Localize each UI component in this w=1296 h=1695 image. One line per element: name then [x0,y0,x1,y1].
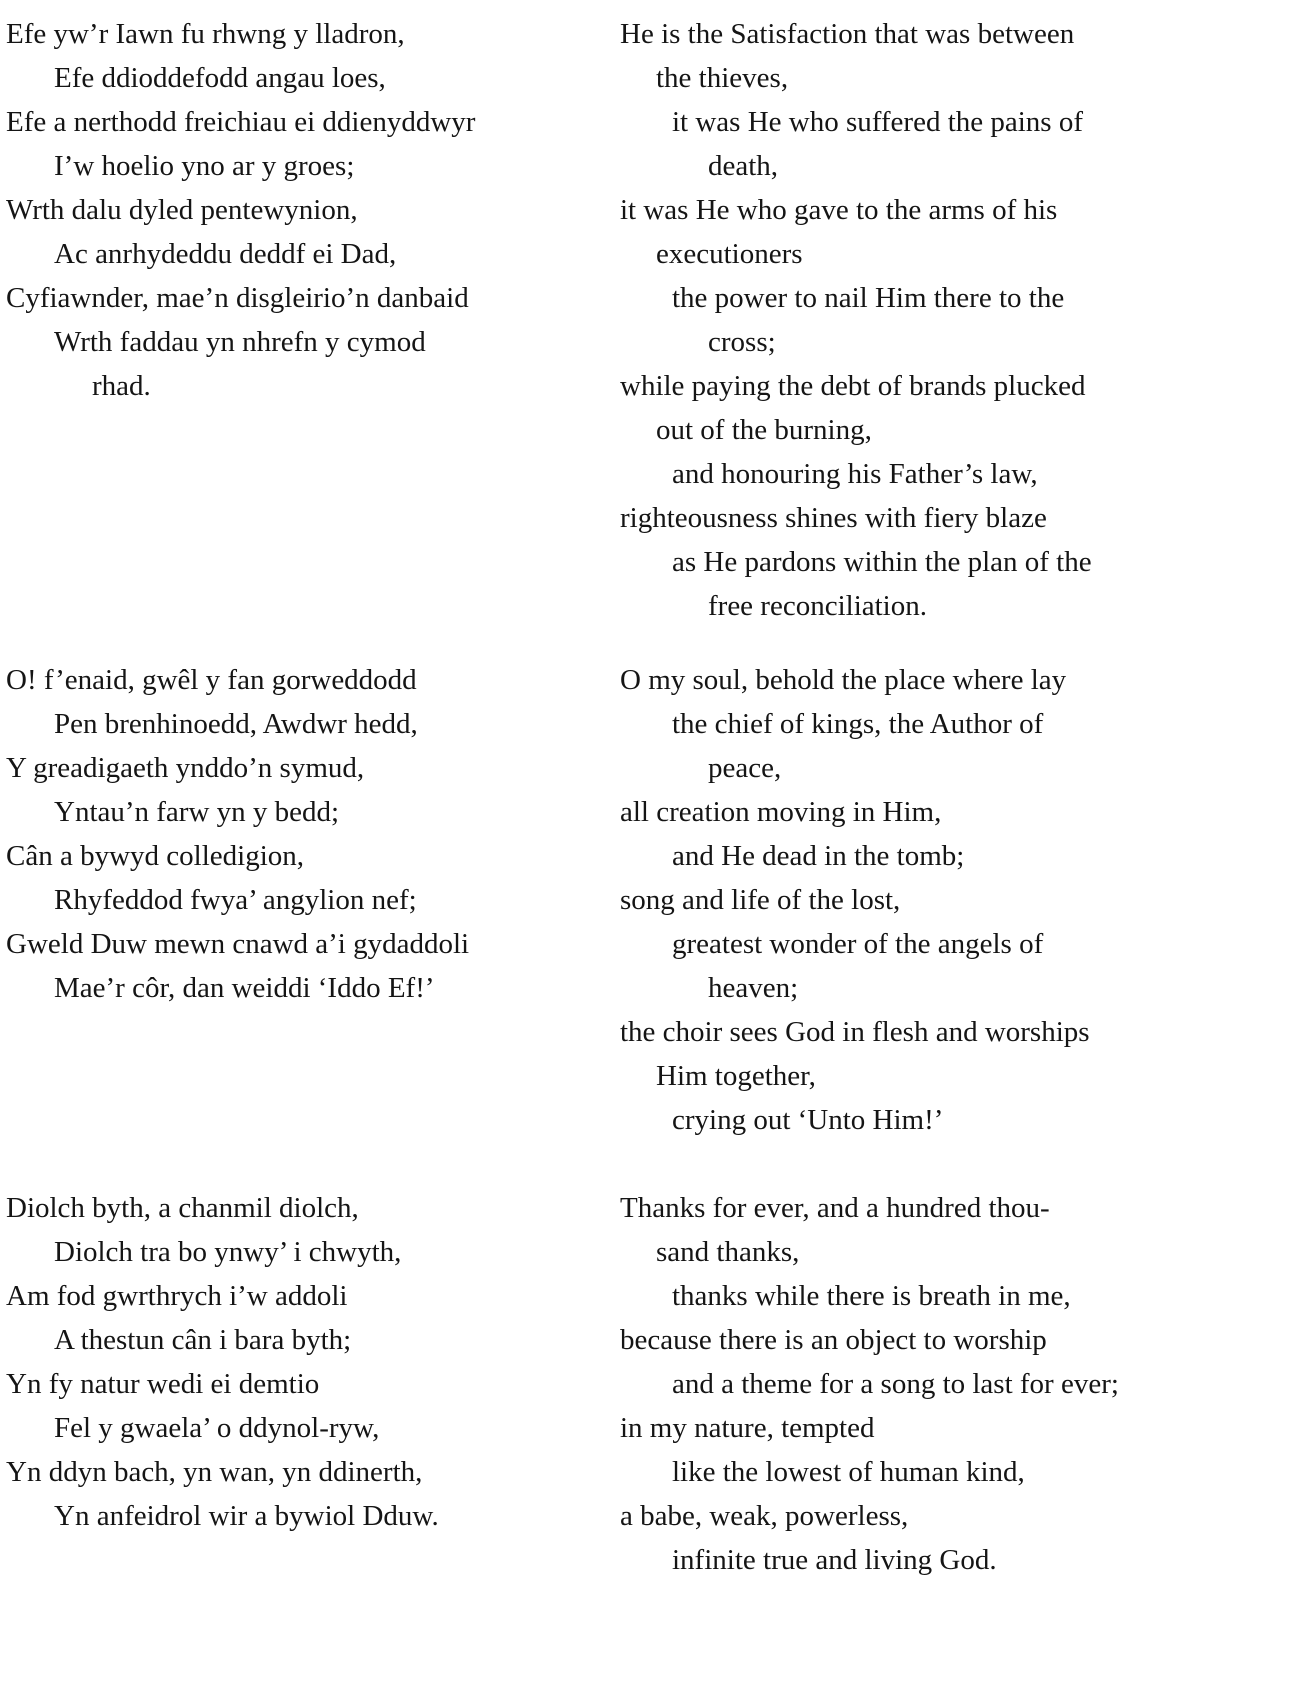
poem-line: Mae’r côr, dan weiddi ‘Iddo Ef!’ [54,972,435,1004]
poem-line: all creation moving in Him, [620,796,942,828]
poem-line: Diolch byth, a chanmil diolch, [6,1192,359,1224]
poem-line: heaven; [708,972,799,1004]
poem-line: Y greadigaeth ynddo’n symud, [6,752,365,784]
english-stanza-2 [620,658,1286,1142]
poem-line: Cyfiawnder, mae’n disgleirio’n danbaid [6,282,469,314]
poem-line: song and life of the lost, [620,884,901,916]
poem-line: Pen brenhinoedd, Awdwr hedd, [54,708,418,740]
poem-line: Yn fy natur wedi ei demtio [6,1368,320,1400]
poem-line: the thieves, [656,62,789,94]
poem-line: Wrth faddau yn nhrefn y cymod [54,326,426,358]
poem-line: A thestun cân i bara byth; [54,1324,352,1356]
poem-line: crying out ‘Unto Him!’ [672,1104,944,1136]
poem-line: Yn anfeidrol wir a bywiol Dduw. [54,1500,439,1532]
poem-line: He is the Satisfaction that was between [620,18,1075,50]
poem-line: O my soul, behold the place where lay [620,664,1067,696]
poem-line: because there is an object to worship [620,1324,1047,1356]
poem-line: O! f’enaid, gwêl y fan gorweddodd [6,664,417,696]
poem-line: Ac anrhydeddu deddf ei Dad, [54,238,397,270]
poem-line: the power to nail Him there to the [672,282,1065,314]
poem-line: Cân a bywyd colledigion, [6,840,305,872]
poem-line: thanks while there is breath in me, [672,1280,1071,1312]
poem-line: it was He who suffered the pains of [672,106,1083,138]
poem-line: Fel y gwaela’ o ddynol-ryw, [54,1412,380,1444]
poem-line: Efe ddioddefodd angau loes, [54,62,386,94]
english-stanza-1 [620,12,1286,628]
poem-line: peace, [708,752,782,784]
poem-line: death, [708,150,779,182]
poem-line: Wrth dalu dyled pentewynion, [6,194,358,226]
poem-line: while paying the debt of brands plucked [620,370,1086,402]
poem-line: as He pardons within the plan of the [672,546,1092,578]
poem-line: Rhyfeddod fwya’ angylion nef; [54,884,417,916]
poem-line: and honouring his Father’s law, [672,458,1038,490]
poem-line: the choir sees God in flesh and worships [620,1016,1090,1048]
english-stanza-3 [620,1186,1286,1582]
stanza-row-1 [6,12,1296,628]
poem-line: greatest wonder of the angels of [672,928,1044,960]
poem-line: cross; [708,326,776,358]
poem-line: Efe yw’r Iawn fu rhwng y lladron, [6,18,405,50]
poem-line: Efe a nerthodd freichiau ei ddienyddwyr [6,106,476,138]
poem-line: and a theme for a song to last for ever; [672,1368,1119,1400]
poem-line: and He dead in the tomb; [672,840,965,872]
welsh-stanza-2 [6,658,596,1010]
poem-line: the chief of kings, the Author of [672,708,1044,740]
poem-line: free reconciliation. [708,590,927,622]
poem-line: it was He who gave to the arms of his [620,194,1058,226]
poem-line: Am fod gwrthrych i’w addoli [6,1280,348,1312]
poem-line: Thanks for ever, and a hundred thou- [620,1192,1050,1224]
stanza-row-2 [6,658,1296,1142]
poem-line: infinite true and living God. [672,1544,997,1576]
poem-line: out of the burning, [656,414,872,446]
poem-line: like the lowest of human kind, [672,1456,1025,1488]
poem-line: Yntau’n farw yn y bedd; [54,796,340,828]
poem-line: rhad. [92,370,151,402]
stanza-row-3 [6,1186,1296,1582]
welsh-stanza-3 [6,1186,596,1538]
poem-line: Him together, [656,1060,816,1092]
poem-line: in my nature, tempted [620,1412,875,1444]
poem-line: righteousness shines with fiery blaze [620,502,1047,534]
poem-line: Gweld Duw mewn cnawd a’i gydaddoli [6,928,470,960]
poem-line: executioners [656,238,803,270]
poem-line: I’w hoelio yno ar y groes; [54,150,355,182]
poem-line: sand thanks, [656,1236,800,1268]
poem-line: a babe, weak, powerless, [620,1500,909,1532]
poem-line: Yn ddyn bach, yn wan, yn ddinerth, [6,1456,423,1488]
poem-line: Diolch tra bo ynwy’ i chwyth, [54,1236,402,1268]
welsh-stanza-1 [6,12,596,408]
